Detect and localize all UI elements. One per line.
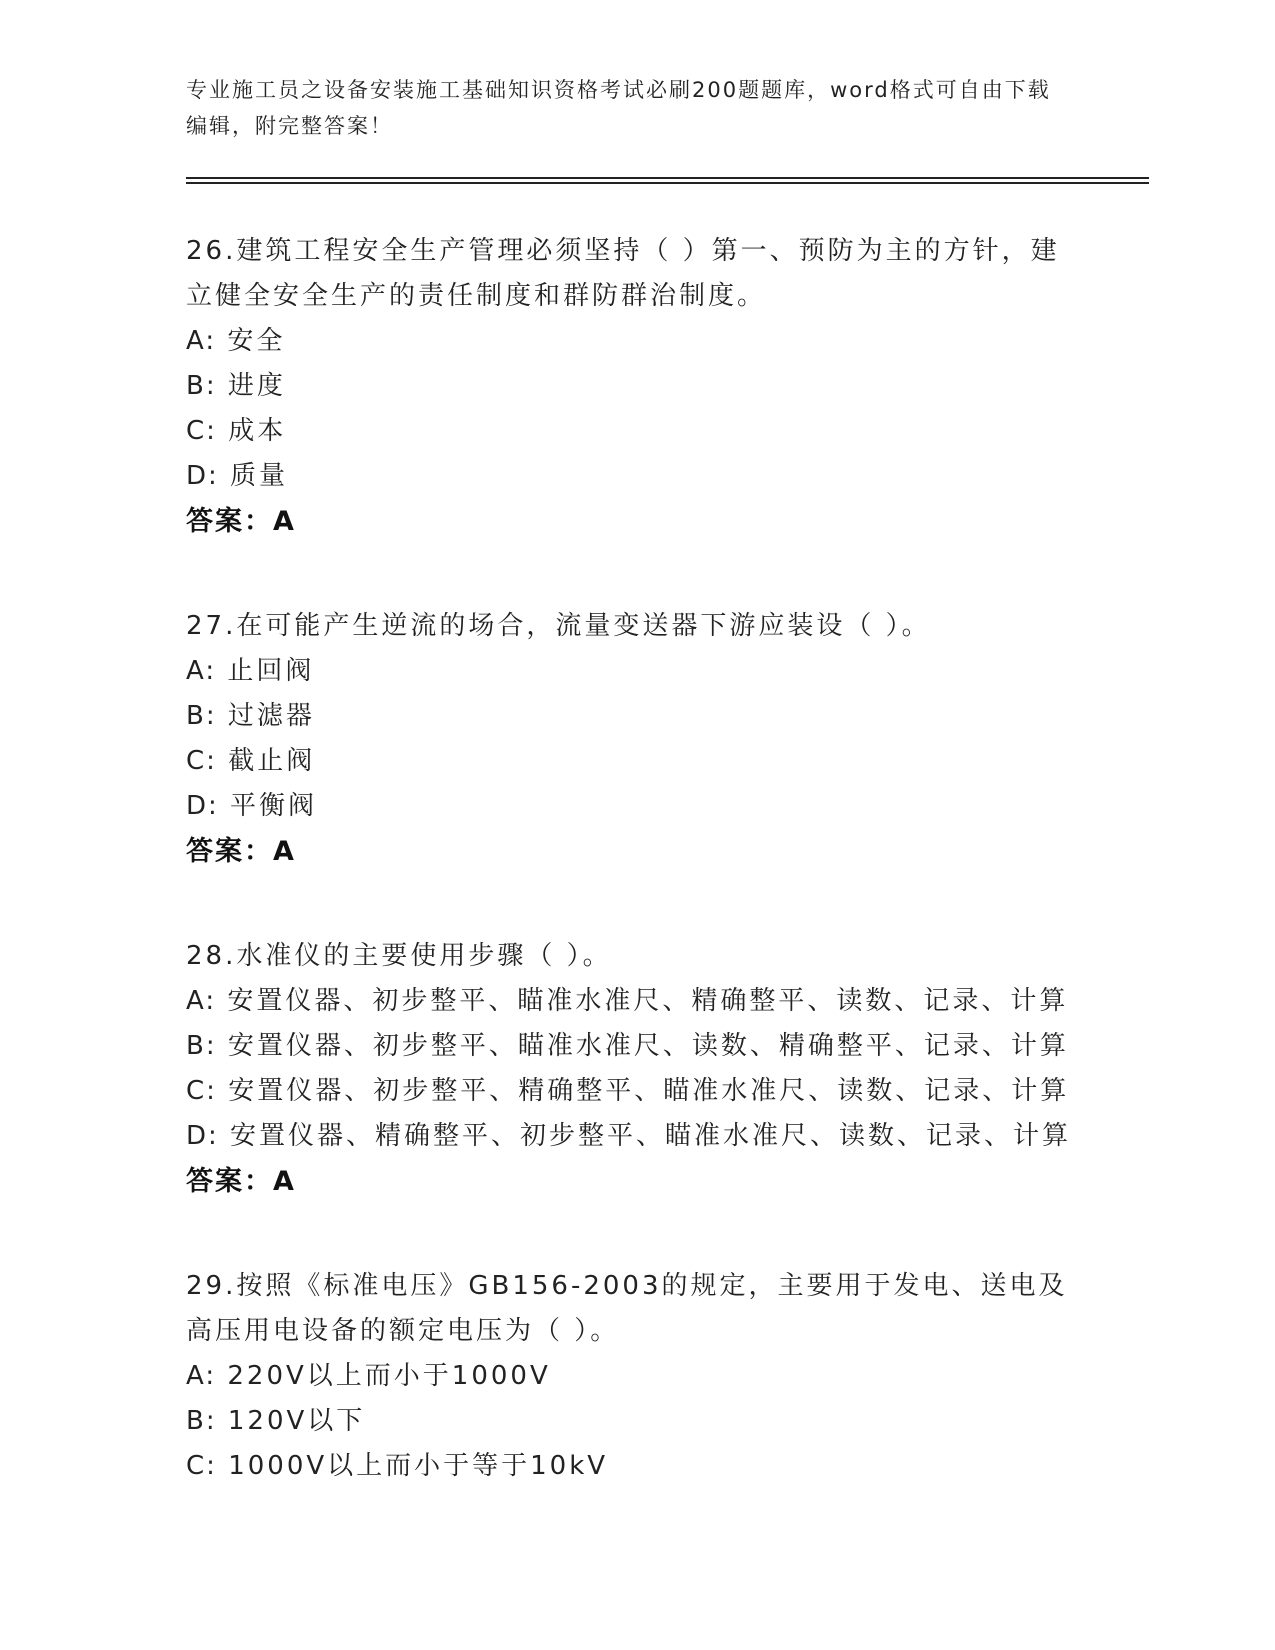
option-label: C:	[186, 1076, 217, 1106]
question-spacer	[186, 1204, 1086, 1264]
option-d	[186, 1114, 1086, 1159]
option-d	[186, 454, 1086, 499]
option-text: 截止阀	[228, 746, 316, 776]
option-text: 安置仪器、精确整平、初步整平、瞄准水准尺、读数、记录、计算	[230, 1121, 1072, 1151]
option-label: A:	[186, 326, 217, 356]
document-header-title: 专业施工员之设备安装施工基础知识资格考试必刷200题题库，word格式可自由下载编辑，附完整答案！	[186, 78, 1051, 138]
header-divider-top	[186, 177, 1149, 179]
option-d	[186, 784, 1086, 829]
option-text: 止回阀	[227, 656, 315, 686]
question-28	[186, 934, 1086, 1204]
question-list	[186, 229, 1086, 1489]
option-label: D:	[186, 1121, 219, 1151]
option-text: 安置仪器、初步整平、瞄准水准尺、精确整平、读数、记录、计算	[227, 986, 1069, 1016]
question-stem: 28.水准仪的主要使用步骤（ ）。	[186, 941, 612, 971]
option-text: 220V以上而小于1000V	[227, 1361, 551, 1391]
option-label: B:	[186, 1406, 217, 1436]
question-stem: 27.在可能产生逆流的场合，流量变送器下游应装设（ ）。	[186, 611, 931, 641]
header-divider-bottom	[186, 182, 1149, 184]
option-label: A:	[186, 986, 217, 1016]
option-c	[186, 1069, 1086, 1114]
option-label: D:	[186, 791, 219, 821]
question-spacer	[186, 874, 1086, 934]
option-b	[186, 1024, 1086, 1069]
option-text: 安置仪器、初步整平、精确整平、瞄准水准尺、读数、记录、计算	[228, 1076, 1070, 1106]
option-c	[186, 409, 1086, 454]
option-a	[186, 319, 1086, 364]
option-text: 平衡阀	[230, 791, 318, 821]
option-text: 成本	[228, 416, 287, 446]
option-label: B:	[186, 701, 217, 731]
option-text: 质量	[230, 461, 289, 491]
option-label: C:	[186, 746, 217, 776]
option-text: 1000V以上而小于等于10kV	[228, 1451, 609, 1481]
question-spacer	[186, 544, 1086, 604]
answer-line: 答案：A	[186, 836, 296, 867]
option-label: A:	[186, 656, 217, 686]
option-label: C:	[186, 416, 217, 446]
option-a	[186, 1354, 1086, 1399]
question-stem: 26.建筑工程安全生产管理必须坚持（ ）第一、预防为主的方针，建立健全安全生产的责任制度和群防群治制度。	[186, 236, 1060, 311]
option-a	[186, 649, 1086, 694]
question-stem: 29.按照《标准电压》GB156-2003的规定，主要用于发电、送电及高压用电设备的额定电压为（ ）。	[186, 1271, 1068, 1346]
option-label: B:	[186, 371, 217, 401]
option-text: 安全	[227, 326, 286, 356]
option-text: 安置仪器、初步整平、瞄准水准尺、读数、精确整平、记录、计算	[227, 1031, 1069, 1061]
option-text: 过滤器	[227, 701, 315, 731]
answer-line: 答案：A	[186, 506, 296, 537]
option-label: A:	[186, 1361, 217, 1391]
question-26	[186, 229, 1086, 544]
option-a	[186, 979, 1086, 1024]
option-label: D:	[186, 461, 219, 491]
option-label: B:	[186, 1031, 217, 1061]
option-b	[186, 1399, 1086, 1444]
option-text: 120V以下	[227, 1406, 366, 1436]
option-c	[186, 739, 1086, 784]
option-c	[186, 1444, 1086, 1489]
question-29	[186, 1264, 1086, 1489]
option-text: 进度	[227, 371, 286, 401]
answer-line: 答案：A	[186, 1166, 296, 1197]
option-b	[186, 694, 1086, 739]
question-27	[186, 604, 1086, 874]
option-label: C:	[186, 1451, 217, 1481]
option-b	[186, 364, 1086, 409]
